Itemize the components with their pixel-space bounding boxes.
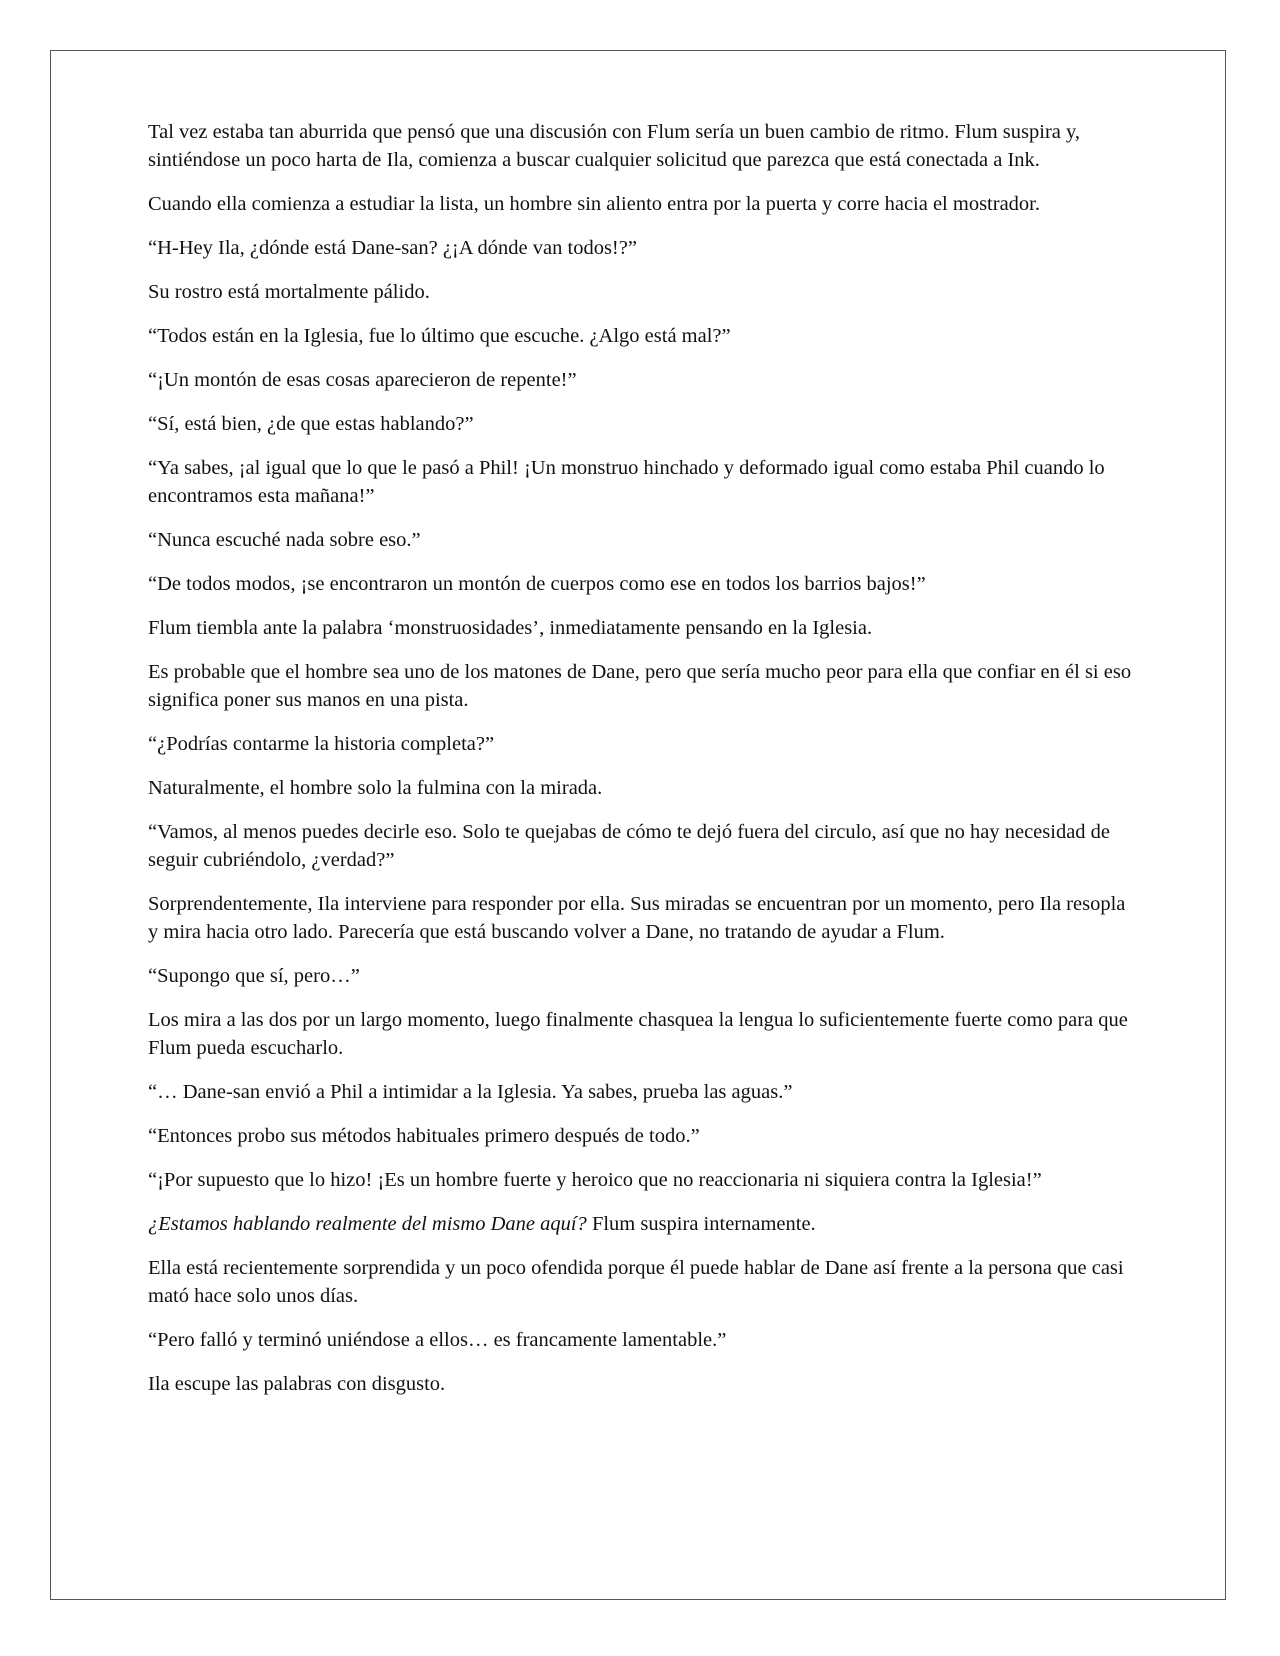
paragraph: Los mira a las dos por un largo momento, luego finalmente chasquea la lengua lo suficientemente fuerte como para que Flum pueda escucharlo. bbox=[148, 1009, 1128, 1059]
paragraph: “Sí, está bien, ¿de que estas hablando?” bbox=[148, 413, 474, 435]
paragraph: Ella está recientemente sorprendida y un poco ofendida porque él puede hablar de Dane así frente a la persona que casi mató hace solo unos días. bbox=[148, 1257, 1124, 1307]
paragraph: Flum tiembla ante la palabra ‘monstruosidades’, inmediatamente pensando en la Iglesia. bbox=[148, 617, 873, 639]
paragraph: “¡Por supuesto que lo hizo! ¡Es un hombre fuerte y heroico que no reaccionaria ni siquiera contra la Iglesia!” bbox=[148, 1169, 1042, 1191]
paragraph: “Supongo que sí, pero…” bbox=[148, 965, 360, 987]
paragraph: “¡Un montón de esas cosas aparecieron de repente!” bbox=[148, 369, 577, 391]
paragraph: Su rostro está mortalmente pálido. bbox=[148, 281, 430, 303]
paragraph: “Vamos, al menos puedes decirle eso. Solo te quejabas de cómo te dejó fuera del circulo, así que no hay necesidad de seguir cubriéndolo, ¿verdad?” bbox=[148, 821, 1111, 871]
paragraph: “¿Podrías contarme la historia completa?” bbox=[148, 733, 495, 755]
paragraph: Naturalmente, el hombre solo la fulmina con la mirada. bbox=[148, 777, 603, 799]
paragraph: “De todos modos, ¡se encontraron un montón de cuerpos como ese en todos los barrios bajos!” bbox=[148, 573, 926, 595]
paragraph: “H-Hey Ila, ¿dónde está Dane-san? ¿¡A dónde van todos!?” bbox=[148, 237, 637, 259]
paragraph: “Nunca escuché nada sobre eso.” bbox=[148, 529, 421, 551]
paragraph: “… Dane-san envió a Phil a intimidar a la Iglesia. Ya sabes, prueba las aguas.” bbox=[148, 1081, 793, 1103]
document-body bbox=[148, 118, 1138, 1414]
paragraph: “Pero falló y terminó uniéndose a ellos… es francamente lamentable.” bbox=[148, 1329, 727, 1351]
paragraph-text: Flum suspira internamente. bbox=[586, 1213, 816, 1235]
paragraph: Ila escupe las palabras con disgusto. bbox=[148, 1373, 446, 1395]
paragraph: “Entonces probo sus métodos habituales primero después de todo.” bbox=[148, 1125, 700, 1147]
paragraph: “Ya sabes, ¡al igual que lo que le pasó a Phil! ¡Un monstruo hinchado y deformado igual como estaba Phil cuando lo encontramos esta mañana!” bbox=[148, 457, 1105, 507]
paragraph: Tal vez estaba tan aburrida que pensó que una discusión con Flum sería un buen cambio de ritmo. Flum suspira y, sintiéndose un poco harta de Ila, comienza a buscar cualquier solicitud que parezca que está conectada a Ink. bbox=[148, 121, 1081, 171]
italic-thought: ¿Estamos hablando realmente del mismo Dane aquí? bbox=[148, 1213, 587, 1235]
paragraph: “Todos están en la Iglesia, fue lo último que escuche. ¿Algo está mal?” bbox=[148, 325, 731, 347]
paragraph: Es probable que el hombre sea uno de los matones de Dane, pero que sería mucho peor para ella que confiar en él si eso significa poner sus manos en una pista. bbox=[148, 661, 1132, 711]
paragraph: Sorprendentemente, Ila interviene para responder por ella. Sus miradas se encuentran por un momento, pero Ila resopla y mira hacia otro lado. Parecería que está buscando volver a Dane, no tratando de ayudar a Flum. bbox=[148, 893, 1126, 943]
paragraph: Cuando ella comienza a estudiar la lista, un hombre sin aliento entra por la puerta y corre hacia el mostrador. bbox=[148, 193, 1040, 215]
paragraph bbox=[148, 1210, 1138, 1238]
